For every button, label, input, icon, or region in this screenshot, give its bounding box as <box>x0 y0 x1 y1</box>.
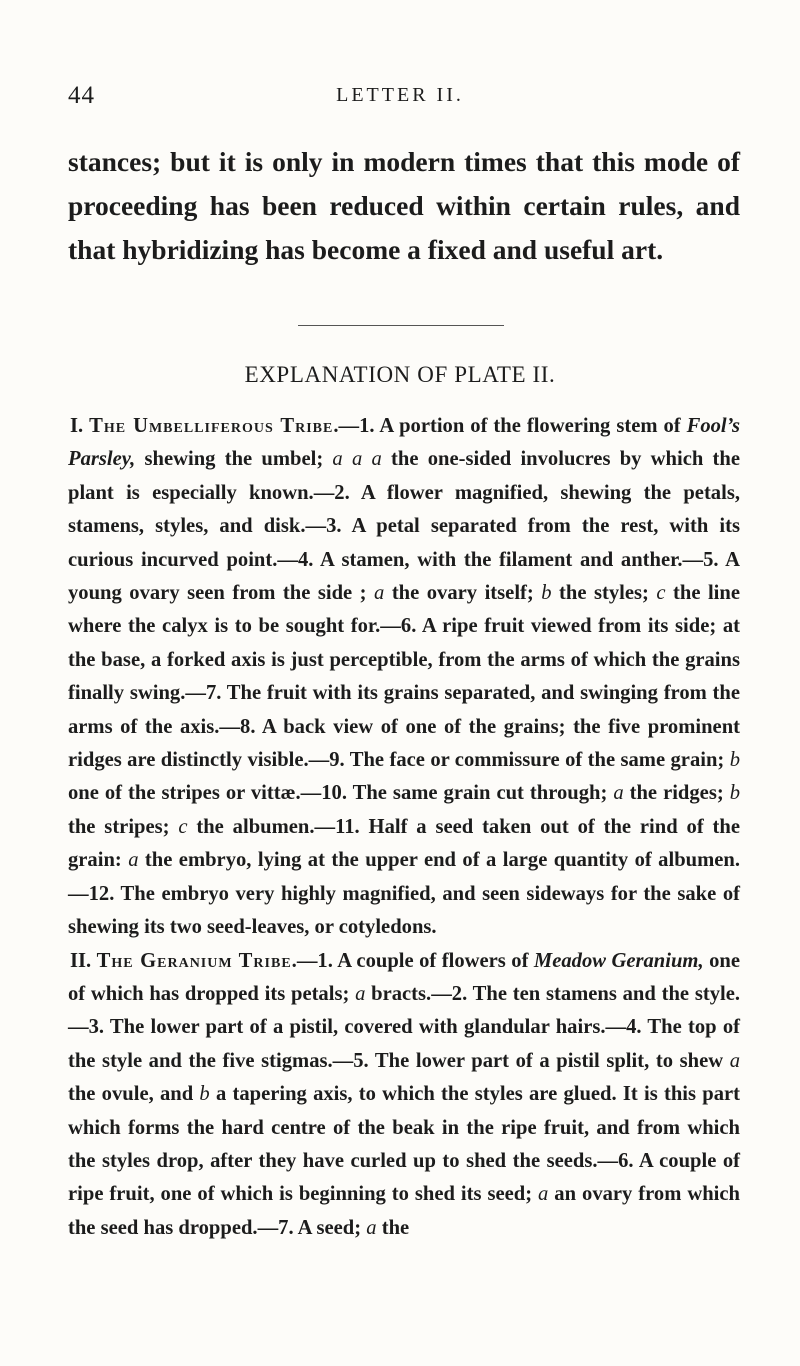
figure-letter: a <box>613 782 624 805</box>
section-text: one of which has dropped its petals; <box>68 949 740 1005</box>
intro-paragraph: stances; but it is only in modern times that this mode of proceeding has been reduced within certain rules, and that hybridizing has become a fixed and useful art. <box>68 146 740 265</box>
section-number: I. <box>70 415 84 437</box>
section-text: the stripes; <box>68 815 179 838</box>
figure-letter: b <box>541 582 552 605</box>
section-title: The Geranium Tribe <box>96 949 292 972</box>
plate-explanation <box>68 410 740 1245</box>
figure-letter: a <box>538 1183 549 1206</box>
plate-heading: EXPLANATION OF PLATE II. <box>244 362 556 387</box>
section-text: the albumen.—11. Half a seed taken out of the rind of the grain: <box>68 815 740 872</box>
figure-letter: c <box>656 582 666 605</box>
running-head: LETTER II. <box>336 84 464 106</box>
section-text: the embryo, lying at the upper end of a large quantity of albumen.—12. The embryo very highly magnified, and seen sideways for the sake of shewing its two seed-leaves, or cotyledons. <box>68 849 740 939</box>
plant-name: Meadow Geranium, <box>533 949 704 972</box>
figure-letter: a <box>374 582 385 605</box>
figure-letter: a <box>128 849 139 872</box>
section-text: an ovary from which the seed has dropped.—7. A seed; <box>68 1183 740 1239</box>
section-text: bracts.—2. The ten stamens and the style.—3. The lower part of a pistil, covered with glandular hairs.—4. The top of the style and the five stigmas.—5. The lower part of a pistil split, to shew <box>68 982 740 1072</box>
figure-letter: a a a <box>332 448 382 471</box>
section-text: .—1. A couple of flowers of <box>291 949 534 972</box>
section-text: the ovary itself; <box>384 582 542 605</box>
section-umbelliferous-tribe <box>68 410 740 945</box>
section-text: the line where the calyx is to be sought for.—6. A ripe fruit viewed from its side; at the base, a forked axis is just perceptible, from the arms of which the grains finally swing.—7. The fruit with its grains separated, and swinging from the arms of the axis.—8. A back view of one of the grains; the five prominent ridges are distinctly visible.—9. The face or commissure of the same grain; <box>68 582 740 772</box>
figure-letter: a <box>729 1049 740 1072</box>
section-text: one of the stripes or vittæ.—10. The same grain cut through; <box>68 782 614 805</box>
section-text: the one-sided involucres by which the plant is especially known.—2. A flower magnified, shewing the petals, stamens, styles, and disk.—3. A petal separated from the rest, with its curious incurved point.—4. A stamen, with the filament and anther.—5. A young ovary seen from the side ; <box>68 448 741 605</box>
figure-letter: b <box>729 749 740 772</box>
figure-letter: a <box>366 1216 377 1239</box>
page-header <box>0 82 800 112</box>
figure-letter: b <box>729 782 740 805</box>
section-number: II. <box>70 949 92 972</box>
section-text: .—1. A portion of the flowering stem of <box>333 415 687 437</box>
page-number: 44 <box>68 82 95 109</box>
section-geranium-tribe <box>68 945 740 1246</box>
figure-letter: b <box>199 1083 210 1106</box>
section-text: the <box>376 1216 410 1239</box>
section-text: the styles; <box>551 582 657 605</box>
plant-name: Fool’s Parsley, <box>68 415 740 471</box>
section-text: shewing the umbel; <box>135 448 333 471</box>
section-divider <box>298 325 504 326</box>
section-title: The Umbelliferous Tribe <box>89 415 334 437</box>
section-text: the ridges; <box>623 782 730 805</box>
section-text: the ovule, and <box>68 1083 200 1106</box>
figure-letter: c <box>178 815 188 838</box>
section-text: a tapering axis, to which the styles are glued. It is this part which forms the hard centre of the beak in the ripe fruit, and from which the styles drop, after they have curled up to shed the seeds.—6. A couple of ripe fruit, one of which is beginning to shed its seed; <box>68 1083 740 1206</box>
figure-letter: a <box>355 982 366 1005</box>
